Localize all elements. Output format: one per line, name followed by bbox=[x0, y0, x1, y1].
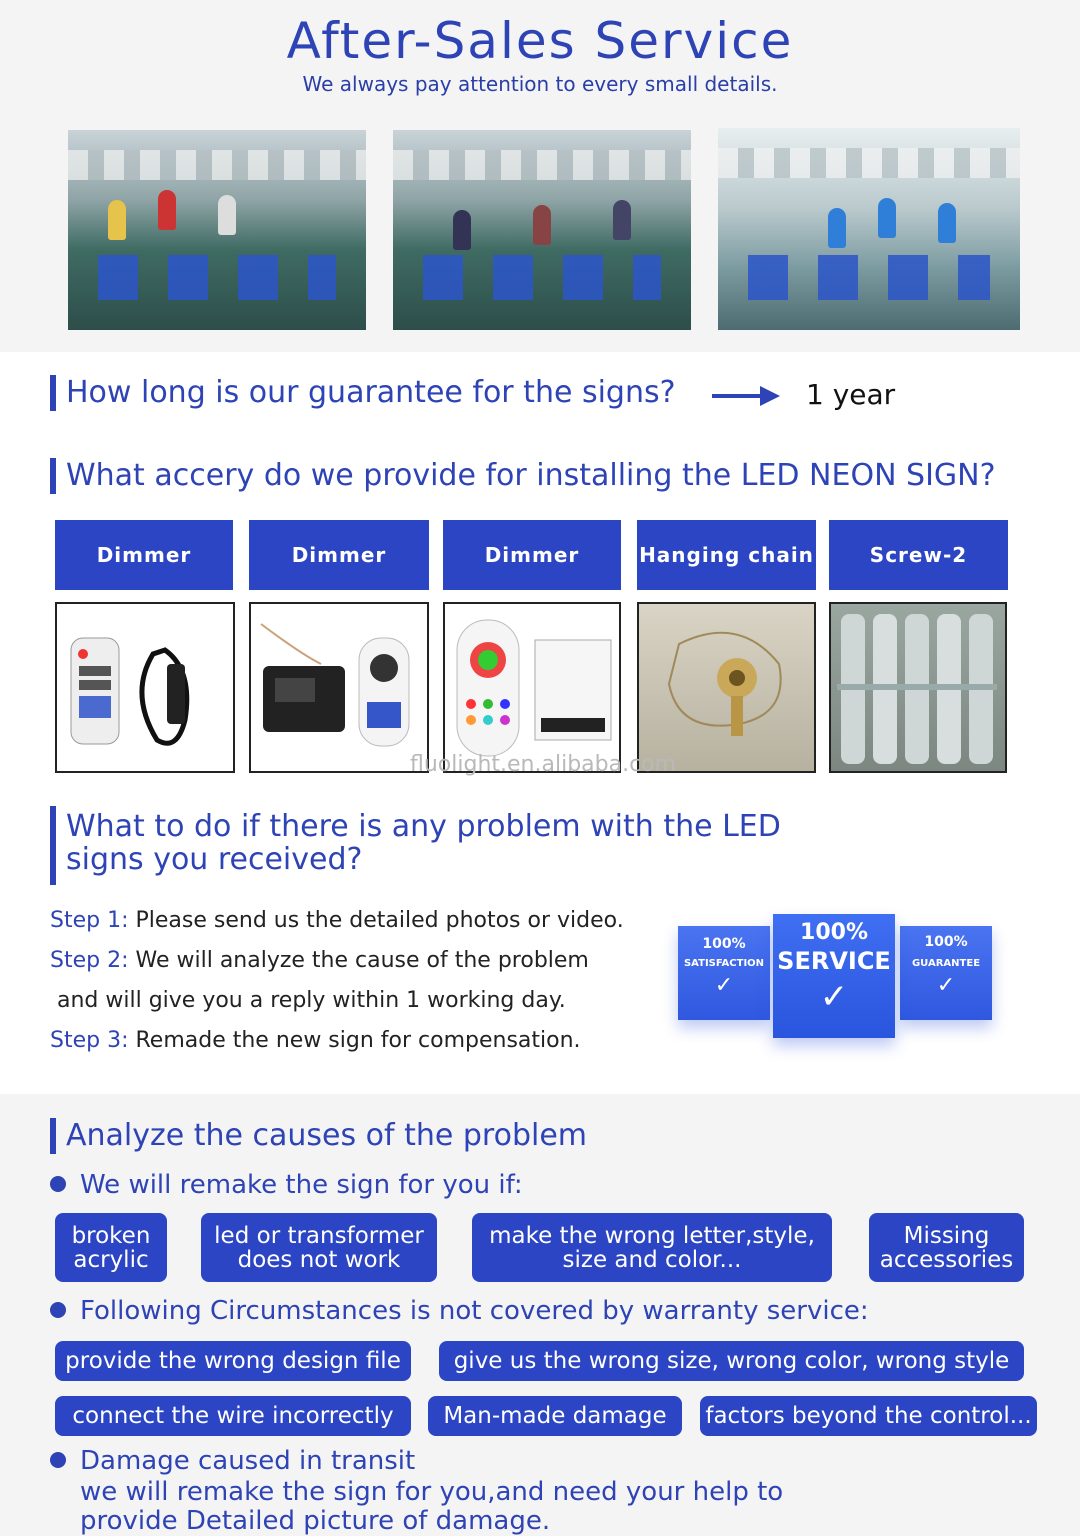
not-covered-item-man-made: Man-made damage bbox=[428, 1396, 682, 1436]
page-subtitle: We always pay attention to every small details. bbox=[302, 72, 778, 96]
remake-item-led-transformer bbox=[201, 1213, 437, 1282]
accessory-question: What accery do we provide for installing the LED NEON SIGN? bbox=[50, 458, 996, 494]
arrow-right-icon bbox=[712, 386, 780, 406]
dimmer-remote-image bbox=[55, 602, 235, 773]
step-3-text: Remade the new sign for compensation. bbox=[135, 1028, 581, 1053]
transit-heading bbox=[50, 1446, 415, 1476]
step-1 bbox=[50, 908, 624, 933]
step-3 bbox=[50, 1028, 581, 1053]
guarantee-question: How long is our guarantee for the signs? bbox=[50, 375, 676, 411]
screw-image bbox=[829, 602, 1007, 773]
hanging-chain-image bbox=[637, 602, 816, 773]
remake-intro-text: We will remake the sign for you if: bbox=[80, 1170, 523, 1200]
accessory-label-dimmer-2: Dimmer bbox=[249, 520, 429, 590]
service-badge-percent: 100% bbox=[800, 920, 868, 945]
remake-item-missing-accessories bbox=[869, 1213, 1024, 1282]
not-covered-item-wrong-size: give us the wrong size, wrong color, wrong style bbox=[439, 1341, 1024, 1381]
problem-question bbox=[50, 806, 781, 885]
step-1-text: Please send us the detailed photos or video. bbox=[135, 908, 624, 933]
satisfaction-badge-percent: 100% bbox=[702, 936, 746, 952]
accessory-label-hanging-chain: Hanging chain bbox=[637, 520, 816, 590]
check-icon: ✓ bbox=[714, 973, 734, 998]
problem-question-line-1: What to do if there is any problem with the LED bbox=[66, 809, 781, 844]
satisfaction-badge bbox=[678, 926, 770, 1020]
guarantee-badge-percent: 100% bbox=[924, 934, 968, 950]
step-2-text-continued: and will give you a reply within 1 working day. bbox=[57, 988, 566, 1013]
remake-item-line-1: led or transformer bbox=[214, 1222, 424, 1249]
watermark-text: fluolight.en.alibaba.com bbox=[410, 752, 677, 777]
accessory-label-dimmer-1: Dimmer bbox=[55, 520, 233, 590]
guarantee-answer: 1 year bbox=[806, 378, 896, 411]
step-2-continued bbox=[57, 988, 566, 1013]
factory-photo-2 bbox=[393, 130, 691, 330]
not-covered-item-beyond-control: factors beyond the control... bbox=[700, 1396, 1037, 1436]
not-covered-item-wire: connect the wire incorrectly bbox=[55, 1396, 411, 1436]
remake-item-line-1: broken bbox=[71, 1222, 151, 1249]
accessory-label-screw: Screw-2 bbox=[829, 520, 1008, 590]
remake-item-line-2: accessories bbox=[879, 1246, 1014, 1273]
remake-item-line-1: Missing bbox=[903, 1222, 990, 1249]
guarantee-badge-label: GUARANTEE bbox=[911, 958, 981, 969]
factory-photo-3 bbox=[718, 128, 1020, 330]
remake-item-wrong-letter bbox=[472, 1213, 832, 1282]
remake-item-line-2: size and color... bbox=[562, 1246, 742, 1273]
dimmer-controller-image bbox=[249, 602, 429, 773]
transit-heading-text: Damage caused in transit bbox=[80, 1446, 416, 1476]
step-2-label: Step 2: bbox=[50, 948, 129, 973]
service-badge-label: SERVICE bbox=[777, 947, 891, 975]
remake-item-broken-acrylic bbox=[55, 1213, 167, 1282]
service-badge bbox=[773, 914, 895, 1038]
not-covered-intro bbox=[50, 1296, 869, 1326]
remake-item-line-1: make the wrong letter,style, bbox=[489, 1222, 815, 1249]
problem-question-line-2: signs you received? bbox=[66, 842, 363, 877]
satisfaction-badge-label: SATISFACTION bbox=[683, 958, 765, 969]
check-icon: ✓ bbox=[936, 973, 956, 998]
remake-item-line-2: acrylic bbox=[73, 1246, 149, 1273]
accessory-label-dimmer-3: Dimmer bbox=[443, 520, 621, 590]
step-2-text: We will analyze the cause of the problem bbox=[135, 948, 589, 973]
guarantee-badge bbox=[900, 926, 992, 1020]
transit-line-2: provide Detailed picture of damage. bbox=[80, 1506, 551, 1536]
not-covered-item-wrong-design: provide the wrong design file bbox=[55, 1341, 411, 1381]
not-covered-intro-text: Following Circumstances is not covered by warranty service: bbox=[80, 1296, 869, 1326]
bullet-icon bbox=[50, 1176, 66, 1192]
step-3-label: Step 3: bbox=[50, 1028, 129, 1053]
transit-line-1: we will remake the sign for you,and need your help to bbox=[80, 1477, 784, 1507]
factory-photo-1 bbox=[68, 130, 366, 330]
remake-intro bbox=[50, 1170, 523, 1200]
check-icon: ✓ bbox=[819, 977, 849, 1017]
page-title: After-Sales Service bbox=[286, 12, 794, 70]
analyze-heading: Analyze the causes of the problem bbox=[50, 1118, 587, 1154]
bullet-icon bbox=[50, 1452, 66, 1468]
remake-item-line-2: does not work bbox=[237, 1246, 401, 1273]
step-1-label: Step 1: bbox=[50, 908, 129, 933]
step-2 bbox=[50, 948, 589, 973]
rgb-remote-controller-image bbox=[443, 602, 621, 773]
bullet-icon bbox=[50, 1302, 66, 1318]
